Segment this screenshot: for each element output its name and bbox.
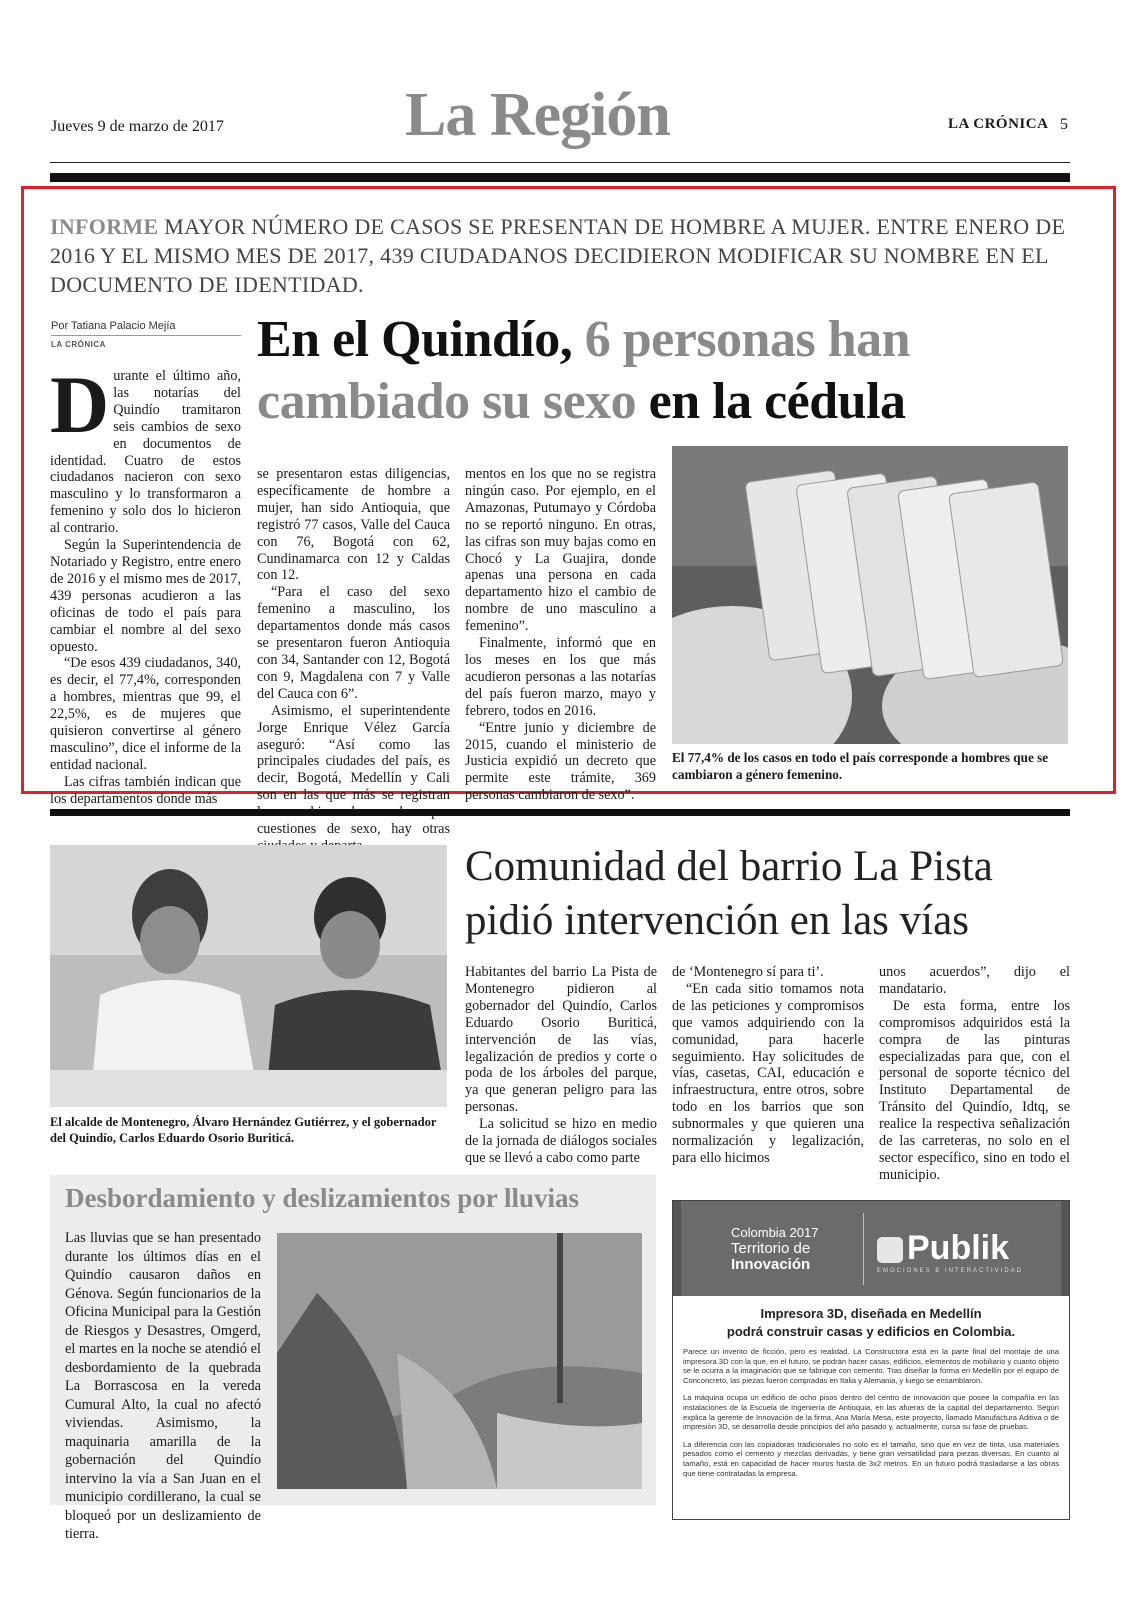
lead-col1-p3: “De esos 439 ciudadanos, 340, es decir, el 77,4%, corresponden a hombres, mientras que 99, el 22,5%, es de mujeres que quisieron convertirse al género masculino”, dice el informe de la entidad nacional. (50, 655, 241, 773)
second-col2-p2: “En cada sitio tomamos nota de las peticiones y compromisos que vamos adquiriendo con la comunidad, para hacerle seguimiento. Hay solicitudes de vías, casetas, CAI, educación e infraestructura, entre otros, sobre todo en los barrios que son subnormales y que quieren una normalización y legalización, para ello hicimos (672, 980, 864, 1166)
ad-body (683, 1347, 1059, 1478)
ad-body-p3: La diferencia con las copiadoras tradicionales no solo es el tamaño, sino que en vez de tinta, usa materiales pesados como el cemento y mezclas derivadas, y tiene gran versatilidad para piezas diversas. En cuanto al tamaño, está en capacidad de hacer muros hasta de 3x2 metros. En un futuro podrá trasladarse a las obras que tiene contratadas la empresa. (683, 1439, 1059, 1478)
second-column-1 (465, 964, 657, 1167)
lead-column-1 (50, 359, 241, 808)
headline-part2: 6 personas han cambiado su sexo (257, 311, 911, 430)
issue-date: Jueves 9 de marzo de 2017 (51, 118, 224, 135)
third-body: Las lluvias que se han presentado durante los últimos días en el Quindío causaron daños en Génova. Según funcionarios de la Oficina Municipal para la Gestión de Riesgos y Desastres, Omgerd, el martes en la noche se atendió el desbordamiento de la quebrada La Borrascosa en la vereda Cumural Alto, la cual no afectó viviendas. Asimismo, la maquinaria amarilla de la gobernación del Quindío intervino la vía a San Juan en el municipio cordillerano, la cual se bloqueó por un deslizamiento de tierra. (65, 1230, 261, 1542)
lead-col2-p1: se presentaron estas diligencias, específicamente de hombre a mujer, han sido Antioquia, que registró 77 casos, Valle del Cauca con 76, Bogotá con 62, Cundinamarca con 12 y Caldas con 12. (257, 466, 450, 584)
headline-part1: En el Quindío, (257, 311, 573, 368)
lead-col1-p1: urante el último año, las notarías del Quindío tramitaron seis cambios de sexo en documentos de identidad. Cuatro de estos ciudadanos nacieron con sexo masculino y lo transformaron a femenino y solo dos lo hicieron al contrario. (50, 368, 241, 537)
second-col2-p1: de ‘Montenegro sí para ti’. (672, 964, 824, 980)
landslide-illustration (277, 1233, 642, 1489)
officials-photo-illustration (50, 845, 447, 1107)
ad-banner-line3: Innovación (731, 1256, 811, 1273)
ad-title-line1: Impresora 3D, diseñada en Medellín (760, 1306, 982, 1321)
headline-part3: en la cédula (648, 373, 906, 430)
lead-photo-caption: El 77,4% de los casos en todo el país corresponde a hombres que se cambiaron a género femenino. (672, 750, 1049, 782)
lead-column-2 (257, 466, 450, 855)
ad-body-p1: Parece un invento de ficción, pero es realidad. La Constructora está en la parte final del montaje de una impresora 3D con la que, en el futuro, se podrán hacer casas, edificios, elementos de mobiliario y cuanto objeto se le ocurra a la imaginación que se fabrique con cemento. Tras diseñar la forma en Medellín por el equipo de Conconcreto, las piezas fueron compradas en Italia y Alemania, y luego se ensamblaron. (683, 1347, 1059, 1385)
ad-banner-line1: Colombia 2017 (731, 1225, 819, 1240)
kicker: INFORME (50, 214, 159, 239)
masthead-rule-thick (50, 173, 1070, 182)
subhead-text: MAYOR NÚMERO DE CASOS SE PRESENTAN DE HOMBRE A MUJER. ENTRE ENERO DE 2016 Y EL MISMO MES DE 2017, 439 CIUDADANOS DECIDIERON MODIFICAR SU NOMBRE EN EL DOCUMENTO DE IDENTIDAD. (50, 214, 1066, 297)
id-cards-illustration (672, 446, 1068, 744)
lead-col3-p2: Finalmente, informó que en los meses en los que más acudieron personas a las notarías del país fueron marzo, mayo y febrero, todos en 2016. (465, 635, 656, 719)
ad-banner (673, 1201, 1069, 1296)
ad-brand-tagline: EMOCIONES E INTERACTIVIDAD (877, 1268, 1024, 1274)
second-col3-p2: De esta forma, entre los compromisos adquiridos está la compra de las pinturas especializadas para que, con el personal de soporte técnico del Instituto Departamental de Tránsito del Quindío, Idtq, se realice la respectiva señalización de las carreteras, no solo en el sector específico, sino en todo el municipio. (879, 997, 1070, 1183)
second-col1-p2: La solicitud se hizo en medio de la jornada de diálogos sociales que se llevó a cabo como parte (465, 1116, 657, 1166)
lead-photo (672, 446, 1068, 744)
lead-subhead (50, 212, 1072, 299)
second-photo (50, 845, 447, 1107)
lead-col1-p2: Según la Superintendencia de Notariado y Registro, entre enero de 2016 y el mismo mes de 2017, 439 personas acudieron a las oficinas de todo el país para cambiar el nombre al del sexo opuesto. (50, 537, 241, 655)
ad-body-p2: La máquina ocupa un edificio de ocho pisos dentro del centro de innovación que posee la compañía en las instalaciones de la Escuela de Ingeniería de Antioquia, en las afueras de la capital del departamento. Según explica la gerente de Innovación de la firma, Ana María Mesa, este proyecto, llamado Manufactura Aditiva o de impresión 3D, se desarrolla desde principios del año pasado y, actualmente, cursa su fase de pruebas. (683, 1393, 1059, 1432)
lead-col2-p2: “Para el caso del sexo femenino a masculino, los departamentos donde más casos se presentaron fueron Antioquia con 34, Santander con 12, Bogotá con 9, Magdalena con 7 y Valle del Cauca con 6”. (257, 584, 450, 702)
lead-col3-p3: “Entre junio y diciembre de 2015, cuando el ministerio de Justicia expidió un decreto que permite este trámite, 369 personas cambiaron de sexo”. (465, 719, 656, 804)
ad-frame (672, 1200, 1070, 1520)
second-headline: Comunidad del barrio La Pista pidió intervención en las vías (465, 843, 993, 944)
ad-banner-divider (863, 1213, 864, 1285)
publik-logo-icon (877, 1237, 903, 1263)
lead-headline (257, 309, 1077, 433)
lead-col1-p4: Las cifras también indican que los departamentos donde más (50, 773, 241, 807)
third-headline: Desbordamiento y deslizamientos por lluvias (65, 1183, 580, 1213)
ad-title-line2: podrá construir casas y edificios en Colombia. (726, 1324, 1016, 1339)
paper-name: LA CRÓNICA (948, 116, 1049, 132)
lead-column-3 (465, 466, 656, 804)
ad-title (673, 1305, 1069, 1341)
lead-col3-p1: mentos en los que no se registra ningún caso. Por ejemplo, en el Amazonas, Putumayo y Córdoba no se reportó ninguno. En otras, las cifras son muy bajas como en Chocó y La Guajira, donde apenas una persona en cada departamento hizo el cambio de nombre de uno masculino a femenino”. (465, 466, 656, 635)
dropcap: D (50, 359, 110, 450)
second-col1-p1: Habitantes del barrio La Pista de Montenegro pidieron al gobernador del Quindío, Carlos Eduardo Osorio Buriticá, intervención de las vías, legalización de predios y corte o poda de los árboles del parque, ya que generan peligro para las personas. (465, 964, 657, 1116)
ad-brand: Publik (907, 1229, 1010, 1267)
masthead-rule-thin (50, 162, 1070, 163)
section-rule (50, 809, 1070, 816)
second-column-2 (672, 964, 864, 1167)
page-number: 5 (1060, 116, 1068, 133)
byline-org: LA CRÓNICA (51, 340, 106, 349)
second-photo-caption: El alcalde de Montenegro, Álvaro Hernández Gutiérrez, y el gobernador del Quindío, Carlos Eduardo Osorio Buriticá. (50, 1115, 437, 1145)
second-col3-p1: unos acuerdos”, dijo el mandatario. (879, 964, 1070, 997)
byline: Por Tatiana Palacio Mejía (51, 320, 176, 332)
second-column-3 (879, 964, 1070, 1184)
section-title: La Región (405, 81, 670, 149)
landslide-photo (277, 1233, 642, 1489)
third-story-box (50, 1175, 656, 1542)
lead-col2-p3: Asimismo, el superintendente Jorge Enrique Vélez García aseguró: “Así como las principales ciudades del país, es decir, Bogotá, Medellín y Cali son en las que más se registran cuestiones de sexo, hay otras (257, 702, 450, 838)
byline-rule (51, 335, 241, 336)
ad-banner-line2: Territorio de (731, 1240, 811, 1257)
